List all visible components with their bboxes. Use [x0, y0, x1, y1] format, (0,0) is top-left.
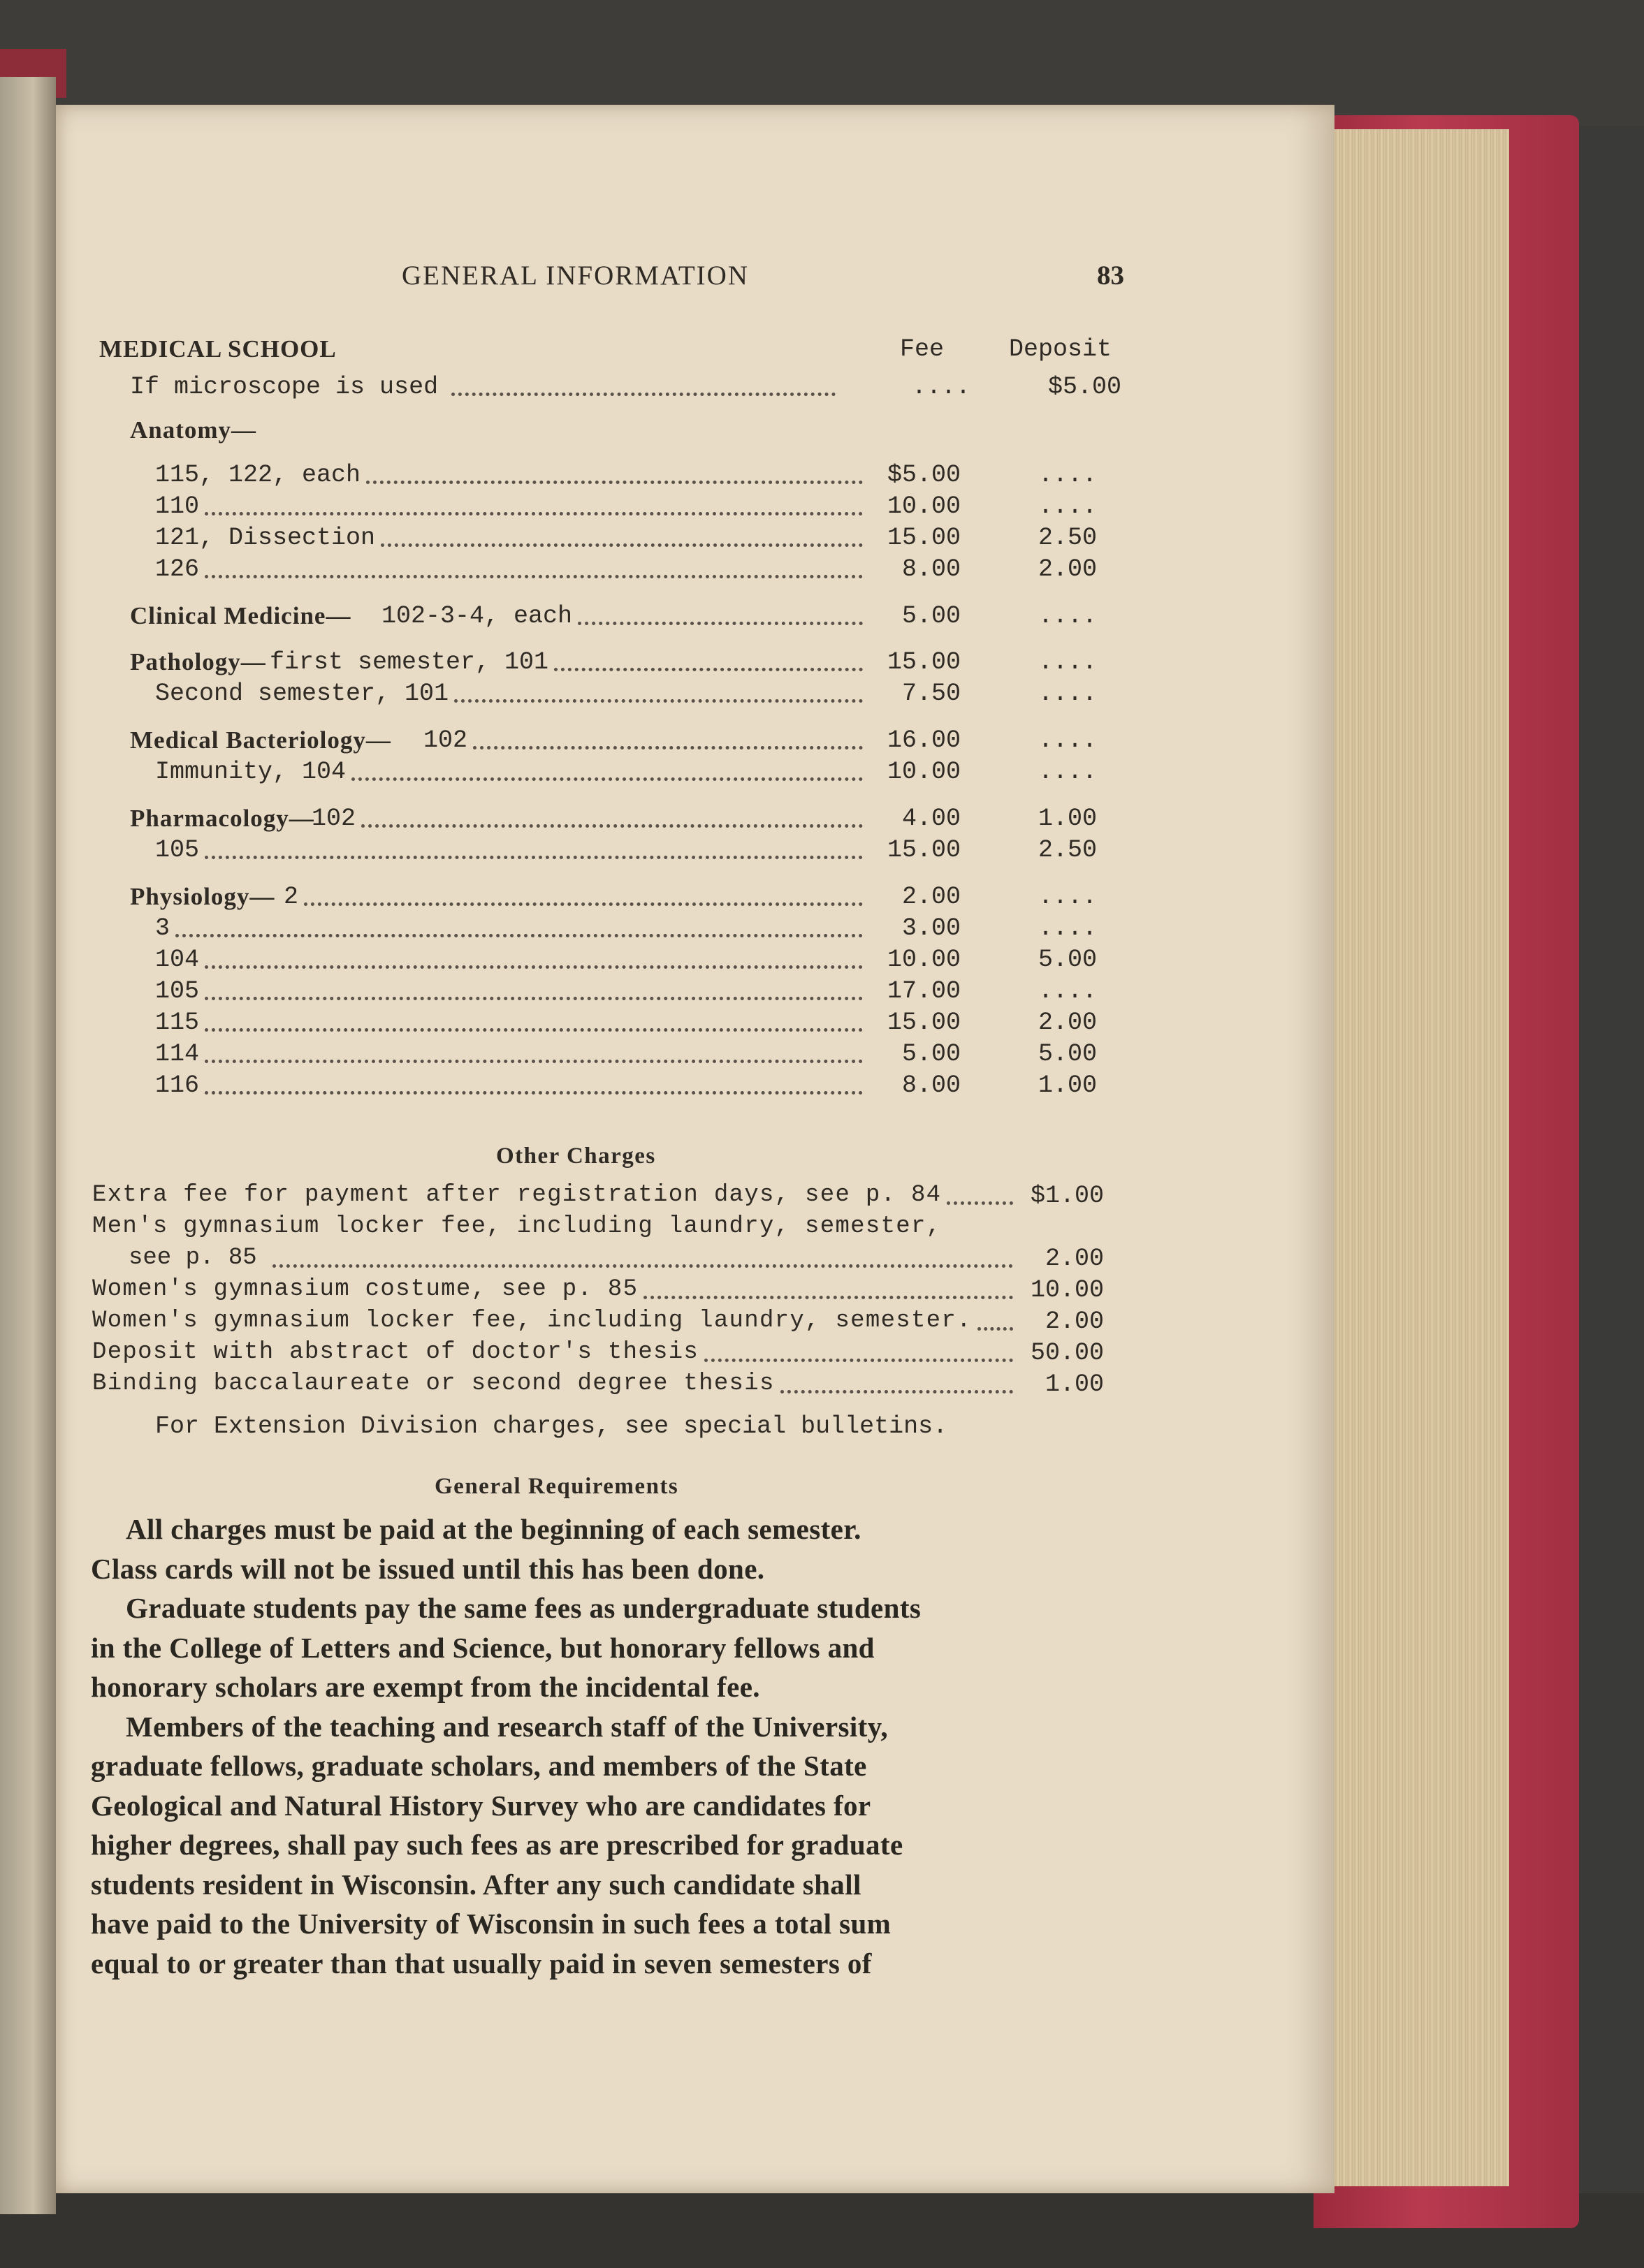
extension-note: For Extension Division charges, see special bulletins.	[155, 1412, 948, 1440]
other-charge-amount: $1.00	[1030, 1182, 1104, 1210]
paragraph-line: students resident in Wisconsin. After any such candidate shall	[91, 1868, 861, 1901]
deposit-value: ....	[1038, 680, 1097, 708]
other-charge-sublabel: see p. 85	[129, 1245, 257, 1271]
other-charge-amount: 1.00	[1045, 1370, 1104, 1398]
general-requirements-heading: General Requirements	[435, 1474, 679, 1499]
other-charge-label: Binding baccalaureate or second degree thesis	[92, 1370, 775, 1397]
book-page	[56, 105, 1334, 2193]
leader-dots	[175, 934, 863, 937]
fee-row-label: Pharmacology—	[130, 805, 314, 832]
fee-row-label: Second semester, 101	[155, 680, 449, 708]
previous-page-edge	[0, 77, 56, 2214]
fee-row-sublabel: 102-3-4, each	[381, 602, 573, 630]
fee-row-label: 116	[155, 1071, 200, 1099]
fee-value: 5.00	[901, 1040, 961, 1068]
fee-value: 15.00	[887, 1009, 961, 1037]
fee-value: 10.00	[887, 946, 961, 974]
deposit-value: 2.50	[1038, 524, 1097, 552]
microscope-fee: ....	[912, 373, 971, 401]
leader-dots	[205, 965, 863, 969]
paragraph-line: Class cards will not be issued until this has been done.	[91, 1552, 765, 1585]
fee-value: 15.00	[887, 524, 961, 552]
deposit-value: ....	[1038, 461, 1097, 489]
deposit-value: ....	[1038, 914, 1097, 942]
other-charge-label: Men's gymnasium locker fee, including laundry, semester,	[92, 1213, 942, 1240]
leader-dots	[554, 668, 863, 671]
leader-dots	[272, 1264, 1013, 1268]
paragraph-line: graduate fellows, graduate scholars, and members of the State	[91, 1750, 867, 1782]
fee-row-label: 121, Dissection	[155, 524, 376, 552]
fee-row-label: Immunity, 104	[155, 758, 347, 786]
fee-value: 10.00	[887, 758, 961, 786]
fee-value: 17.00	[887, 977, 961, 1005]
deposit-value: ....	[1038, 977, 1097, 1005]
fee-row-label: Medical Bacteriology—	[130, 726, 391, 754]
fee-row-label: 126	[155, 555, 200, 583]
fee-value: 16.00	[887, 726, 961, 754]
other-charge-label: Extra fee for payment after registration days, see p. 84	[92, 1182, 942, 1208]
deposit-value: 1.00	[1038, 1071, 1097, 1099]
fee-row-sublabel: first semester, 101	[270, 648, 549, 676]
leader-dots	[205, 1028, 863, 1032]
deposit-value: 1.00	[1038, 805, 1097, 833]
other-charge-amount: 2.00	[1045, 1245, 1104, 1273]
fee-value: 7.50	[901, 680, 961, 708]
other-charge-label: Deposit with abstract of doctor's thesis	[92, 1339, 699, 1366]
leader-dots	[304, 902, 863, 906]
leader-dots	[205, 997, 863, 1000]
leader-dots	[366, 481, 863, 484]
leader-dots	[351, 777, 863, 781]
paragraph-line: honorary scholars are exempt from the incidental fee.	[91, 1671, 760, 1703]
fee-value: $5.00	[887, 461, 961, 489]
leader-dots	[780, 1390, 1014, 1393]
other-charge-label: Women's gymnasium costume, see p. 85	[92, 1276, 639, 1303]
fee-value: 10.00	[887, 492, 961, 520]
leader-dots	[451, 393, 836, 396]
other-charge-amount: 2.00	[1045, 1308, 1104, 1336]
fee-value: 4.00	[901, 805, 961, 833]
fee-value: 8.00	[901, 1071, 961, 1099]
leader-dots	[977, 1327, 1013, 1331]
fee-value: 5.00	[901, 602, 961, 630]
fee-row-label: 110	[155, 492, 200, 520]
leader-dots	[704, 1359, 1013, 1362]
deposit-value: ....	[1038, 602, 1097, 630]
microscope-label: If microscope is used	[130, 373, 439, 401]
paragraph-line: Geological and Natural History Survey who are candidates for	[91, 1789, 871, 1822]
leader-dots	[643, 1296, 1013, 1299]
fee-value: 8.00	[901, 555, 961, 583]
fee-row-label: 115, 122, each	[155, 461, 361, 489]
running-header-title: GENERAL INFORMATION	[402, 261, 749, 291]
leader-dots	[578, 622, 863, 625]
leader-dots	[205, 1091, 863, 1095]
fee-row-label: 115	[155, 1009, 200, 1037]
leader-dots	[205, 856, 863, 859]
microscope-deposit: $5.00	[1048, 373, 1122, 401]
page-block-edges	[1327, 129, 1509, 2186]
fee-row-sublabel: 102	[423, 726, 468, 754]
fee-row-label: Clinical Medicine—	[130, 602, 351, 629]
page-number: 83	[1097, 261, 1124, 291]
deposit-value: ....	[1038, 883, 1097, 911]
fee-row-sublabel: 2	[284, 883, 299, 911]
leader-dots	[454, 699, 863, 703]
paragraph-line: have paid to the University of Wisconsin in such fees a total sum	[91, 1908, 892, 1940]
deposit-value: 2.50	[1038, 836, 1097, 864]
paragraph-line: Members of the teaching and research staff of the University,	[126, 1710, 888, 1743]
other-charge-label: Women's gymnasium locker fee, including laundry, semester.	[92, 1308, 972, 1334]
deposit-value: ....	[1038, 648, 1097, 676]
leader-dots	[205, 575, 863, 578]
deposit-value: 2.00	[1038, 1009, 1097, 1037]
leader-dots	[205, 1060, 863, 1063]
paragraph-line: equal to or greater than that usually paid in seven semesters of	[91, 1947, 872, 1980]
leader-dots	[205, 512, 863, 515]
deposit-value: 5.00	[1038, 946, 1097, 974]
leader-dots	[947, 1201, 1013, 1205]
deposit-value: 5.00	[1038, 1040, 1097, 1068]
paragraph-line: in the College of Letters and Science, but honorary fellows and	[91, 1631, 875, 1664]
fee-row-label: 114	[155, 1040, 200, 1068]
paragraph-line: All charges must be paid at the beginning of each semester.	[126, 1513, 861, 1545]
anatomy-heading: Anatomy—	[130, 416, 257, 444]
leader-dots	[361, 824, 863, 828]
deposit-value: ....	[1038, 492, 1097, 520]
deposit-value: ....	[1038, 726, 1097, 754]
deposit-value: ....	[1038, 758, 1097, 786]
other-charges-heading: Other Charges	[496, 1143, 656, 1169]
other-charge-amount: 50.00	[1030, 1339, 1104, 1367]
medical-school-heading: MEDICAL SCHOOL	[99, 335, 337, 363]
fee-value: 15.00	[887, 836, 961, 864]
fee-row-label: Pathology—	[130, 648, 266, 675]
fee-row-label: Physiology—	[130, 883, 275, 910]
paragraph-line: higher degrees, shall pay such fees as are prescribed for graduate	[91, 1829, 903, 1861]
fee-row-label: 105	[155, 977, 200, 1005]
fee-value: 2.00	[901, 883, 961, 911]
leader-dots	[473, 746, 863, 749]
leader-dots	[381, 543, 863, 547]
fee-column-header: Fee	[900, 335, 945, 363]
fee-row-label: 104	[155, 946, 200, 974]
fee-row-sublabel: 102	[312, 805, 356, 833]
paragraph-line: Graduate students pay the same fees as undergraduate students	[126, 1592, 922, 1624]
other-charge-amount: 10.00	[1030, 1276, 1104, 1304]
fee-row-label: 3	[155, 914, 170, 942]
deposit-column-header: Deposit	[1009, 335, 1112, 363]
fee-row-label: 105	[155, 836, 200, 864]
fee-value: 3.00	[901, 914, 961, 942]
fee-value: 15.00	[887, 648, 961, 676]
deposit-value: 2.00	[1038, 555, 1097, 583]
